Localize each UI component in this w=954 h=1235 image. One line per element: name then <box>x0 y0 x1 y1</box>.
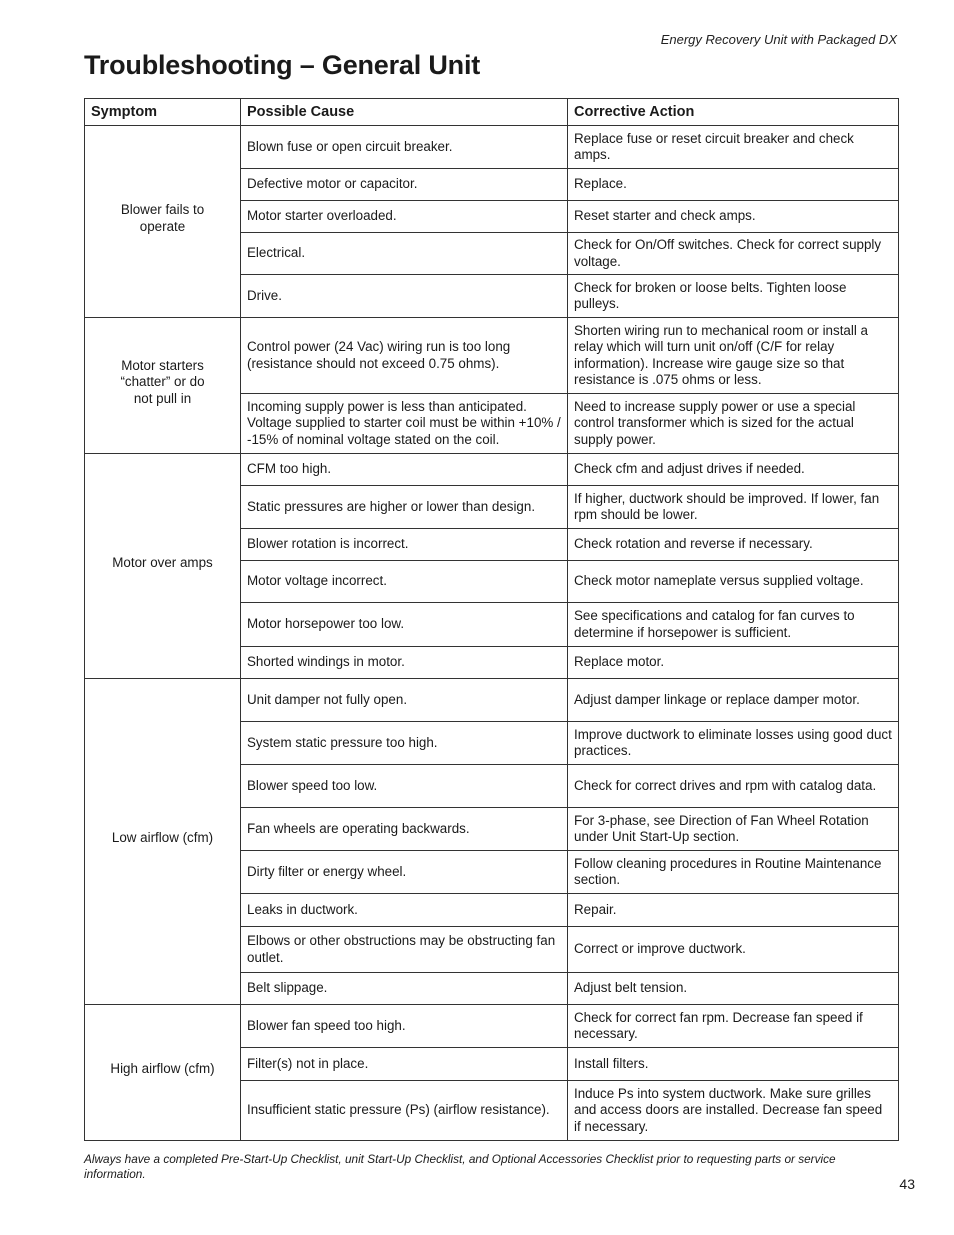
action-cell: Repair. <box>568 894 899 927</box>
cause-cell: Defective motor or capacitor. <box>241 169 568 201</box>
cause-cell: System static pressure too high. <box>241 722 568 765</box>
cause-cell: Leaks in ductwork. <box>241 894 568 927</box>
action-cell: Check for broken or loose belts. Tighten loose pulleys. <box>568 275 899 318</box>
cause-cell: Fan wheels are operating backwards. <box>241 808 568 851</box>
symptom-cell: Motor starters “chatter” or do not pull in <box>85 318 241 454</box>
action-cell: For 3-phase, see Direction of Fan Wheel Rotation under Unit Start-Up section. <box>568 808 899 851</box>
action-cell: Adjust damper linkage or replace damper motor. <box>568 679 899 722</box>
action-cell: Install filters. <box>568 1048 899 1081</box>
cause-cell: Filter(s) not in place. <box>241 1048 568 1081</box>
symptom-cell: Low airflow (cfm) <box>85 679 241 1005</box>
table-header-row <box>85 99 899 126</box>
action-cell: Check for correct drives and rpm with catalog data. <box>568 765 899 808</box>
cause-cell: Unit damper not fully open. <box>241 679 568 722</box>
action-cell: Induce Ps into system ductwork. Make sure grilles and access doors are installed. Decrease fan speed if necessary. <box>568 1081 899 1141</box>
action-cell: If higher, ductwork should be improved. If lower, fan rpm should be lower. <box>568 486 899 529</box>
action-cell: Adjust belt tension. <box>568 973 899 1005</box>
symptom-cell: Motor over amps <box>85 454 241 679</box>
cause-cell: Shorted windings in motor. <box>241 647 568 679</box>
action-cell: Correct or improve ductwork. <box>568 927 899 973</box>
page-number: 43 <box>899 1176 915 1192</box>
document-header-title: Energy Recovery Unit with Packaged DX <box>660 32 897 47</box>
cause-cell: Elbows or other obstructions may be obstructing fan outlet. <box>241 927 568 973</box>
cause-cell: Static pressures are higher or lower than design. <box>241 486 568 529</box>
table-row <box>85 126 899 169</box>
action-cell: Improve ductwork to eliminate losses using good duct practices. <box>568 722 899 765</box>
action-cell: Follow cleaning procedures in Routine Maintenance section. <box>568 851 899 894</box>
table-row <box>85 1005 899 1048</box>
footnote: Always have a completed Pre-Start-Up Checklist, unit Start-Up Checklist, and Optional Accessories Checklist prior to requesting parts or service information. <box>84 1152 836 1181</box>
cause-cell: Motor starter overloaded. <box>241 201 568 233</box>
action-cell: Check for On/Off switches. Check for correct supply voltage. <box>568 233 899 275</box>
cause-cell: Control power (24 Vac) wiring run is too long (resistance should not exceed 0.75 ohms). <box>241 318 568 394</box>
symptom-cell: Blower fails to operate <box>85 126 241 318</box>
cause-cell: Dirty filter or energy wheel. <box>241 851 568 894</box>
page-title: Troubleshooting – General Unit <box>84 50 481 80</box>
action-cell: Replace motor. <box>568 647 899 679</box>
table-row <box>85 679 899 722</box>
cause-cell: Blower rotation is incorrect. <box>241 529 568 561</box>
cause-cell: Motor voltage incorrect. <box>241 561 568 603</box>
action-cell: Shorten wiring run to mechanical room or install a relay which will turn unit on/off (C/F for relay information). Increase wire gauge size so that resistance is .075 ohms or less. <box>568 318 899 394</box>
action-cell: Check for correct fan rpm. Decrease fan speed if necessary. <box>568 1005 899 1048</box>
action-cell: Check rotation and reverse if necessary. <box>568 529 899 561</box>
column-header-cause: Possible Cause <box>241 99 568 126</box>
column-header-symptom: Symptom <box>85 99 241 126</box>
action-cell: Check motor nameplate versus supplied voltage. <box>568 561 899 603</box>
symptom-cell: High airflow (cfm) <box>85 1005 241 1141</box>
cause-cell: Insufficient static pressure (Ps) (airflow resistance). <box>241 1081 568 1141</box>
cause-cell: Incoming supply power is less than anticipated. Voltage supplied to starter coil must be within +10% / -15% of nominal voltage stated on the coil. <box>241 394 568 454</box>
action-cell: Check cfm and adjust drives if needed. <box>568 454 899 486</box>
cause-cell: Blower speed too low. <box>241 765 568 808</box>
column-header-action: Corrective Action <box>568 99 899 126</box>
action-cell: Reset starter and check amps. <box>568 201 899 233</box>
troubleshooting-table <box>84 98 899 1141</box>
table-row <box>85 318 899 394</box>
action-cell: See specifications and catalog for fan curves to determine if horsepower is sufficient. <box>568 603 899 647</box>
action-cell: Replace fuse or reset circuit breaker and check amps. <box>568 126 899 169</box>
action-cell: Replace. <box>568 169 899 201</box>
cause-cell: Electrical. <box>241 233 568 275</box>
table-row <box>85 454 899 486</box>
action-cell: Need to increase supply power or use a special control transformer which is sized for the actual supply power. <box>568 394 899 454</box>
cause-cell: Belt slippage. <box>241 973 568 1005</box>
cause-cell: Blown fuse or open circuit breaker. <box>241 126 568 169</box>
cause-cell: Blower fan speed too high. <box>241 1005 568 1048</box>
cause-cell: CFM too high. <box>241 454 568 486</box>
cause-cell: Drive. <box>241 275 568 318</box>
cause-cell: Motor horsepower too low. <box>241 603 568 647</box>
